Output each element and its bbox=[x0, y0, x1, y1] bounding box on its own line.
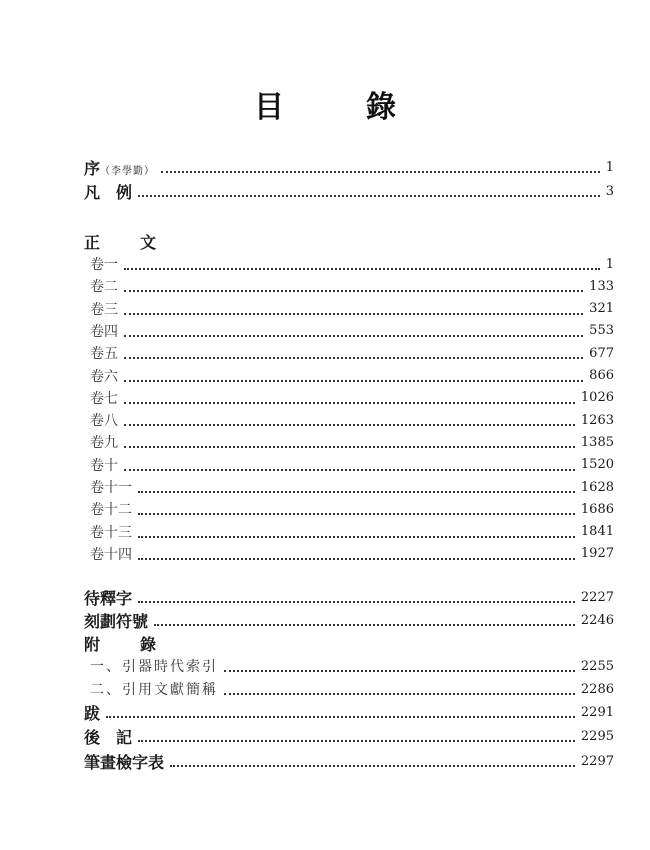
toc-entry-volume[interactable] bbox=[90, 431, 614, 453]
leader-dots bbox=[161, 171, 600, 173]
leader-dots bbox=[124, 424, 575, 426]
toc-entry-page: 2227 bbox=[580, 589, 614, 605]
leader-dots bbox=[154, 624, 575, 626]
leader-dots bbox=[138, 740, 575, 742]
leader-dots bbox=[224, 670, 575, 672]
toc-entry-label: 一、引器時代索引 bbox=[90, 659, 218, 675]
toc-entry-page: 321 bbox=[589, 301, 614, 317]
toc-entry-page: 1841 bbox=[580, 524, 614, 540]
toc-entry-label: 筆畫檢字表 bbox=[84, 752, 165, 772]
toc-entry-page: 133 bbox=[589, 278, 614, 294]
toc-entry-label: 卷二 bbox=[90, 279, 118, 296]
leader-dots bbox=[124, 469, 575, 471]
toc-entry-appendix-2[interactable] bbox=[90, 678, 614, 700]
toc-entry-uninterpreted[interactable] bbox=[84, 586, 614, 608]
leader-dots bbox=[138, 195, 600, 197]
toc-entry-volume[interactable] bbox=[90, 342, 614, 364]
leader-dots bbox=[124, 357, 583, 359]
leader-dots bbox=[124, 402, 575, 404]
leader-dots bbox=[138, 513, 575, 515]
toc-entry-label: 卷十三 bbox=[90, 524, 132, 541]
toc-entry-page: 2255 bbox=[580, 658, 614, 674]
toc-entry-page: 2286 bbox=[580, 681, 614, 697]
page-title: 目 錄 bbox=[254, 90, 422, 125]
toc-entry-label: 卷十四 bbox=[90, 546, 132, 563]
toc-entry-page: 1 bbox=[605, 256, 614, 272]
toc-entry-label: 待釋字 bbox=[84, 588, 133, 608]
toc-entry-label: 序（李學勤） bbox=[84, 158, 156, 178]
toc-entry-volume[interactable] bbox=[90, 454, 614, 476]
toc-entry-volume[interactable] bbox=[90, 320, 614, 342]
toc-entry-page: 1 bbox=[605, 159, 614, 175]
toc-entry-label: 卷八 bbox=[90, 413, 118, 430]
section-heading-main-text: 正 文 bbox=[84, 233, 169, 252]
toc-entry-page: 1686 bbox=[580, 501, 614, 517]
toc-entry-postscript[interactable] bbox=[84, 701, 614, 723]
section-heading-appendix: 附 錄 bbox=[84, 635, 169, 654]
leader-dots bbox=[138, 491, 575, 493]
toc-entry-page: 1263 bbox=[580, 412, 614, 428]
toc-entry-page: 553 bbox=[589, 323, 614, 339]
toc-entry-volume[interactable] bbox=[90, 253, 614, 275]
toc-entry-volume[interactable] bbox=[90, 543, 614, 565]
toc-entry-label: 跋 bbox=[84, 703, 101, 723]
toc-entry-page: 2297 bbox=[580, 753, 614, 769]
toc-entry-label: 卷七 bbox=[90, 390, 118, 407]
toc-entry-label: 二、引用文獻簡稱 bbox=[90, 682, 218, 698]
toc-entry-label: 卷十 bbox=[90, 457, 118, 474]
leader-dots bbox=[138, 536, 575, 538]
toc-entry-page: 1628 bbox=[580, 479, 614, 495]
toc-entry-page: 2246 bbox=[580, 612, 614, 628]
toc-entry-label: 卷三 bbox=[90, 301, 118, 318]
toc-entry-volume[interactable] bbox=[90, 498, 614, 520]
toc-entry-volume[interactable] bbox=[90, 521, 614, 543]
leader-dots bbox=[106, 716, 575, 718]
toc-entry-label: 卷五 bbox=[90, 346, 118, 363]
toc-entry-label: 卷十二 bbox=[90, 502, 132, 519]
toc-entry-page: 677 bbox=[589, 345, 614, 361]
leader-dots bbox=[124, 446, 575, 448]
leader-dots bbox=[224, 693, 575, 695]
toc-entry-label: 卷四 bbox=[90, 323, 118, 340]
toc-entry-conventions[interactable] bbox=[84, 180, 614, 202]
toc-entry-page: 1385 bbox=[580, 434, 614, 450]
toc-entry-label: 卷十一 bbox=[90, 480, 132, 496]
toc-entry-label: 卷六 bbox=[90, 368, 118, 385]
toc-entry-volume[interactable] bbox=[90, 387, 614, 409]
toc-entry-page: 1026 bbox=[580, 390, 614, 406]
toc-entry-page: 1927 bbox=[580, 546, 614, 562]
leader-dots bbox=[170, 765, 575, 767]
toc-entry-label: 後 記 bbox=[84, 727, 133, 747]
toc-entry-page: 1520 bbox=[580, 457, 614, 473]
toc-entry-page: 2291 bbox=[580, 704, 614, 720]
toc-entry-page: 3 bbox=[605, 183, 614, 199]
toc-entry-label: 卷一 bbox=[90, 257, 118, 273]
toc-entry-appendix-1[interactable] bbox=[90, 655, 614, 677]
toc-entry-volume[interactable] bbox=[90, 476, 614, 498]
toc-entry-label: 凡 例 bbox=[84, 182, 133, 202]
toc-entry-volume[interactable] bbox=[90, 365, 614, 387]
toc-entry-volume[interactable] bbox=[90, 275, 614, 297]
leader-dots bbox=[138, 601, 575, 603]
toc-entry-label: 卷九 bbox=[90, 435, 118, 452]
leader-dots bbox=[124, 313, 583, 315]
toc-entry-page: 866 bbox=[589, 368, 614, 383]
toc-entry-afterword[interactable] bbox=[84, 725, 614, 747]
toc-entry-page: 2295 bbox=[580, 728, 614, 744]
leader-dots bbox=[138, 558, 575, 560]
leader-dots bbox=[124, 335, 583, 337]
toc-entry-preface[interactable] bbox=[84, 156, 614, 178]
toc-entry-stroke-index[interactable] bbox=[84, 750, 614, 772]
toc-entry-volume[interactable] bbox=[90, 409, 614, 431]
toc-entry-incised-marks[interactable] bbox=[84, 609, 614, 631]
toc-entry-volume[interactable] bbox=[90, 298, 614, 320]
leader-dots bbox=[124, 380, 583, 382]
toc-entry-label: 刻劃符號 bbox=[84, 611, 149, 631]
leader-dots bbox=[124, 290, 583, 292]
leader-dots bbox=[124, 268, 600, 270]
